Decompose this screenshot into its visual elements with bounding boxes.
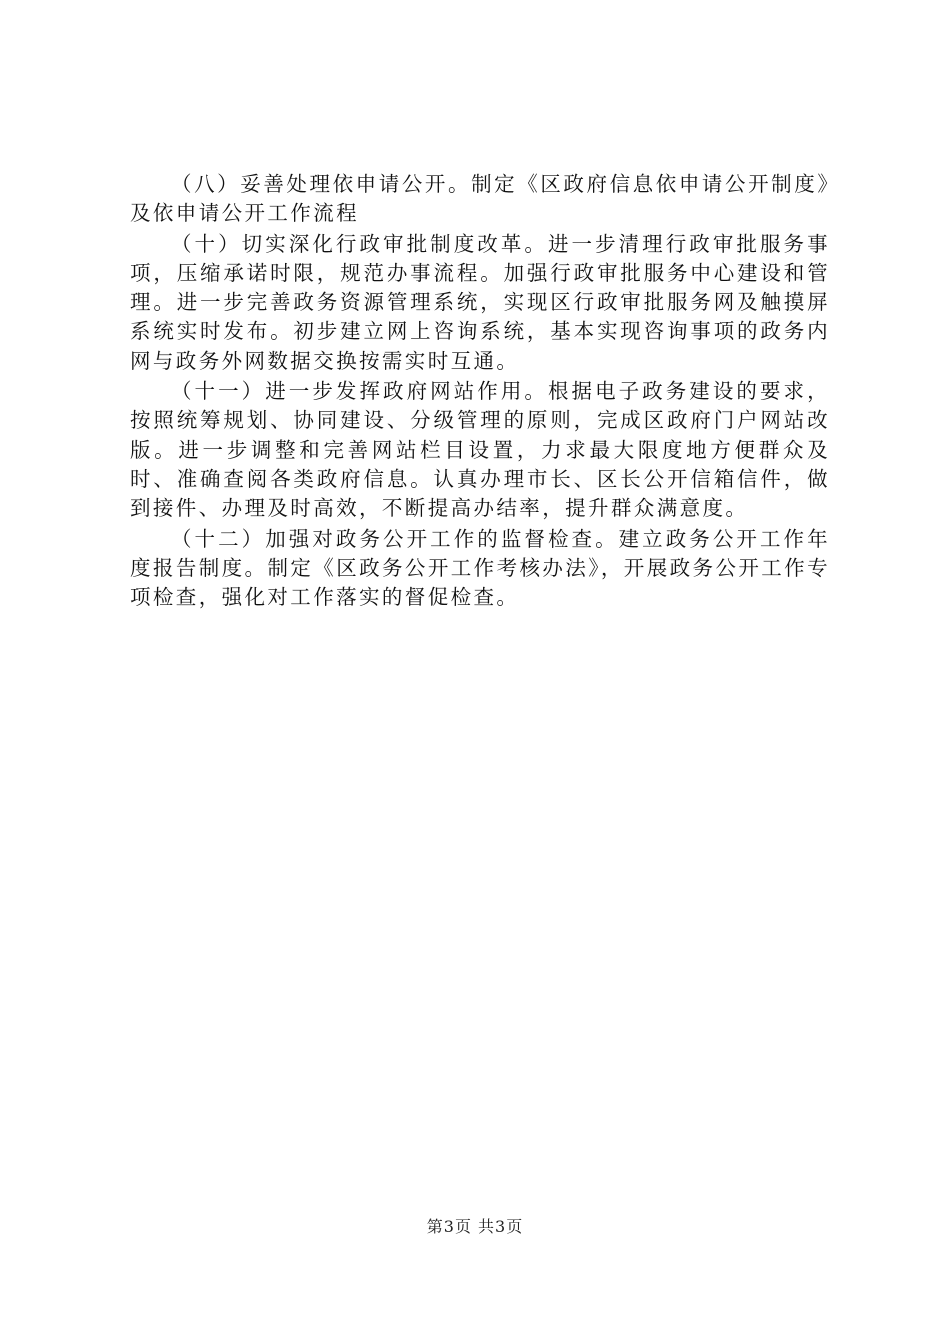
paragraph-12: （十二）加强对政务公开工作的监督检查。建立政务公开工作年度报告制度。制定《区政务公开工作考核办法》，开展政务公开工作专项检查，强化对工作落实的督促检查。 — [130, 526, 830, 610]
page-number-footer: 第3页 共3页 — [426, 1217, 524, 1236]
paragraph-10: （十）切实深化行政审批制度改革。进一步清理行政审批服务事项，压缩承诺时限，规范办事流程。加强行政审批服务中心建设和管理。进一步完善政务资源管理系统，实现区行政审批服务网及触摸屏系统实时发布。初步建立网上咨询系统，基本实现咨询事项的政务内网与政务外网数据交换按需实时互通。 — [130, 231, 830, 373]
paragraph-8: （八）妥善处理依申请公开。制定《区政府信息依申请公开制度》及依申请公开工作流程 — [130, 172, 830, 226]
paragraph-11: （十一）进一步发挥政府网站作用。根据电子政务建设的要求，按照统筹规划、协同建设、分级管理的原则，完成区政府门户网站改版。进一步调整和完善网站栏目设置，力求最大限度地方便群众及时、准确查阅各类政府信息。认真办理市长、区长公开信箱信件，做到接件、办理及时高效，不断提高办结率，提升群众满意度。 — [130, 379, 830, 521]
document-body — [130, 170, 830, 612]
